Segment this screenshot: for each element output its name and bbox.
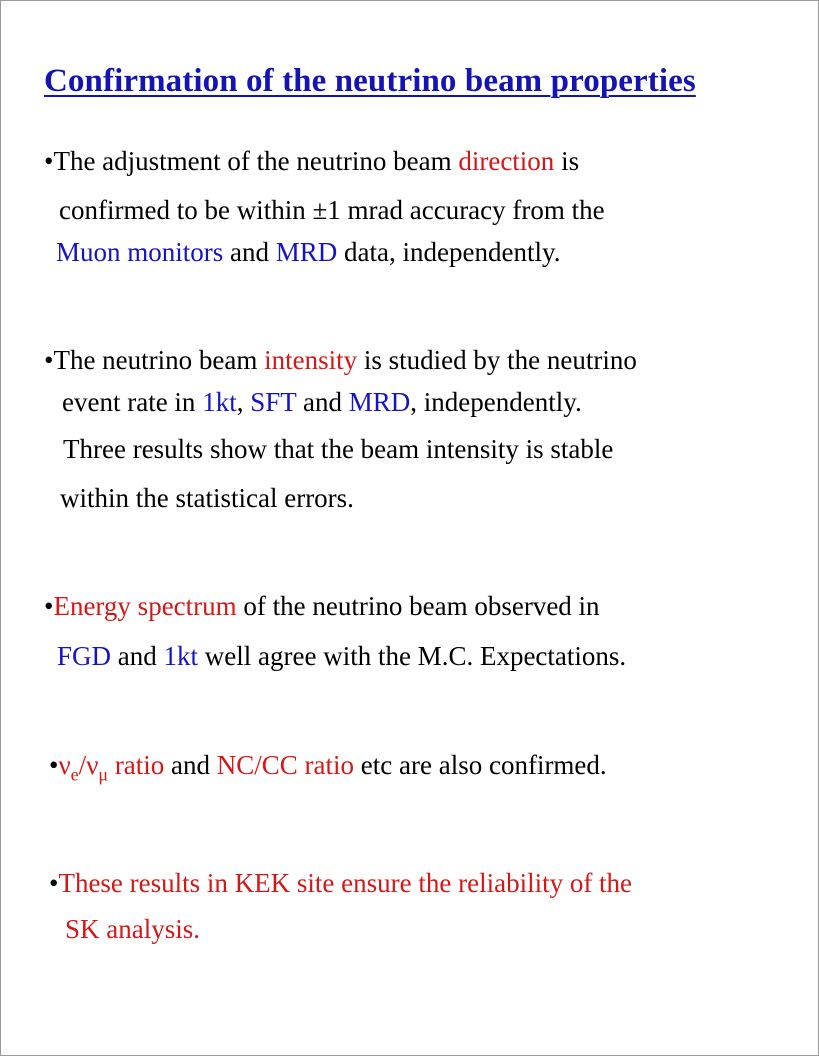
bullet3-energy-spectrum: Energy spectrum [53,591,237,621]
bullet-icon: • [44,345,54,375]
bullet1-mrd: MRD [275,237,338,267]
bullet1-rest: data, independently. [337,237,561,267]
bullet5-text: These results in KEK site ensure the reliability of the [58,868,633,898]
bullet3-fgd: FGD [57,641,112,671]
bullet-icon: • [44,146,54,176]
bullet4-and: and [164,750,217,780]
bullet2-text-a: The neutrino beam [53,345,265,375]
nc-cc-ratio: NC/CC ratio [216,750,355,780]
bullet2-line4: within the statistical errors. [60,483,354,513]
nu-e-symbol: ν [58,750,71,780]
bullet1-text-b: is [554,146,580,176]
nu-e-subscript: e [70,764,79,785]
bullet2-rest: , independently. [410,387,582,417]
bullet2-event-rate: event rate in [62,387,203,417]
bullet4-line1 [49,752,607,783]
bullet4-rest: etc are also confirmed. [354,750,607,780]
nu-ratio-label: ratio [108,750,165,780]
bullet1-line2: confirmed to be within ±1 mrad accuracy from the [59,195,605,225]
bullet1-line1 [44,148,579,175]
bullet1-text-a: The adjustment of the neutrino beam [53,146,459,176]
bullet3-line2 [57,643,626,670]
bullet2-and: and [296,387,349,417]
bullet1-direction: direction [458,146,555,176]
bullet3-and: and [111,641,164,671]
bullet1-line3 [56,239,560,266]
nu-mu-symbol: ν [86,750,99,780]
nu-mu-subscript: μ [98,764,109,785]
bullet2-intensity: intensity [264,345,358,375]
bullet-icon: • [44,591,54,621]
bullet3-1kt: 1kt [163,641,199,671]
bullet5-line1 [49,870,632,897]
bullet2-sft: SFT [250,387,297,417]
bullet3-line1 [44,593,600,620]
bullet5-line2: SK analysis. [65,914,200,944]
bullet-icon: • [49,750,59,780]
bullet1-muon-monitors: Muon monitors [56,237,224,267]
bullet2-comma: , [236,387,251,417]
bullet2-line2 [62,389,582,416]
bullet1-and: and [223,237,276,267]
bullet2-line3: Three results show that the beam intensity is stable [63,434,614,464]
slide-title: Confirmation of the neutrino beam properties [44,63,696,99]
ratio-slash: / [78,750,87,780]
bullet-icon: • [49,868,59,898]
bullet2-text-b: is studied by the neutrino [357,345,637,375]
bullet2-1kt: 1kt [202,387,237,417]
bullet3-rest2: well agree with the M.C. Expectations. [198,641,627,671]
bullet3-rest: of the neutrino beam observed in [236,591,600,621]
bullet2-line1 [44,347,637,374]
bullet2-mrd: MRD [348,387,411,417]
